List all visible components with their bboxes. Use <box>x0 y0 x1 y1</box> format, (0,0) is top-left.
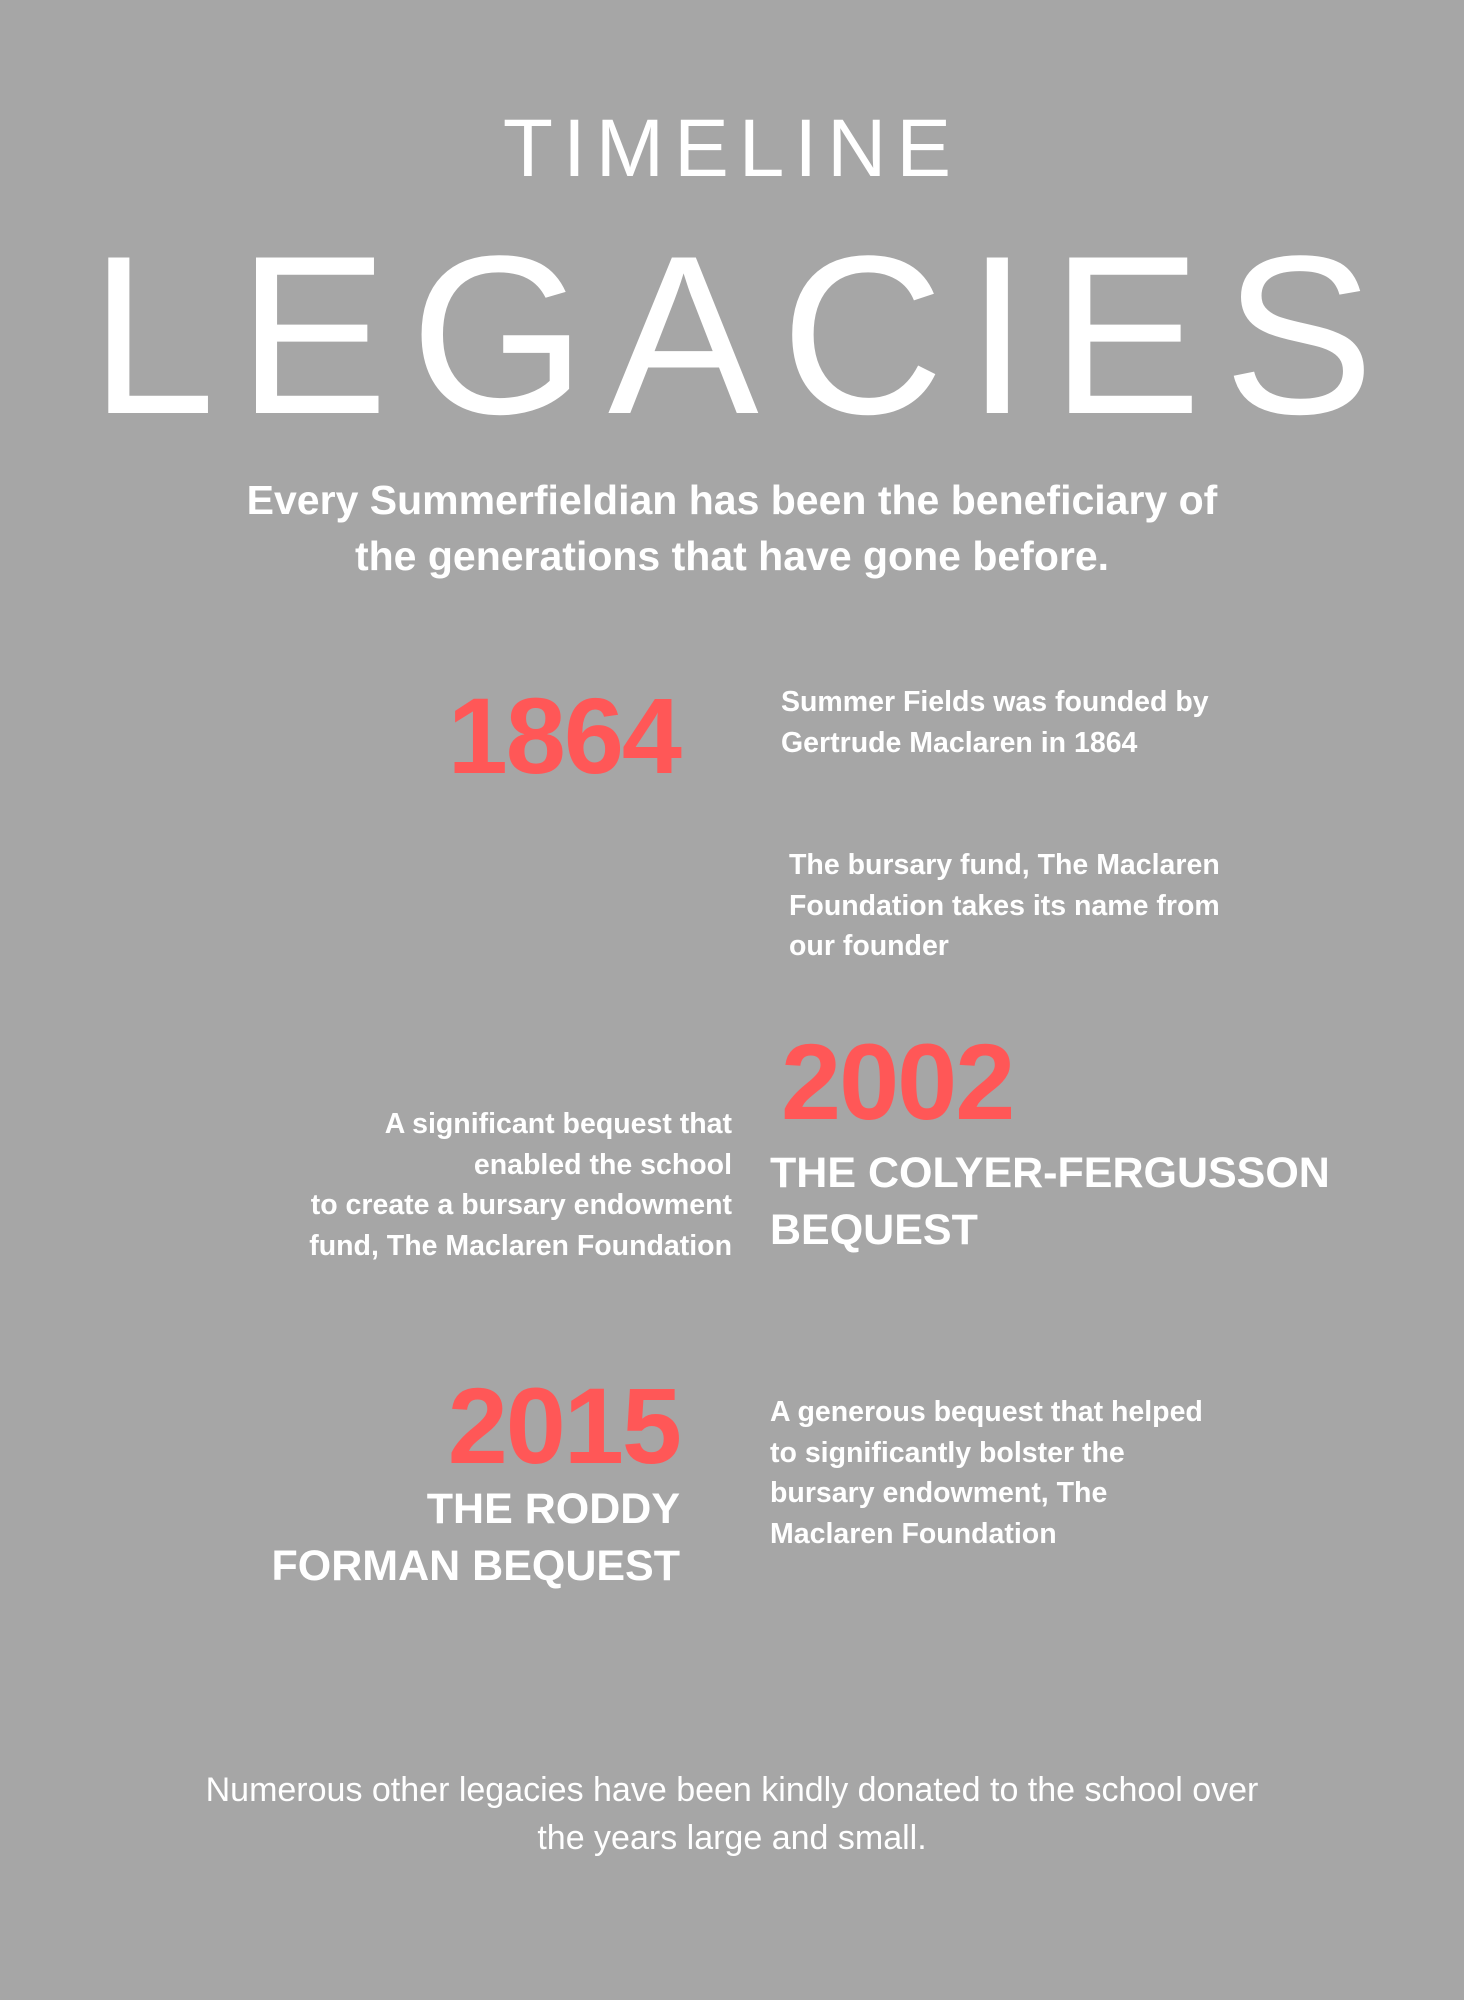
heading-line: BEQUEST <box>770 1206 978 1254</box>
foundation-name-text: The bursary fund, The Maclaren Foundation takes its name from our founder <box>789 849 1220 962</box>
founding-text: Summer Fields was founded by Gertrude Maclaren in 1864 <box>781 686 1209 759</box>
closing-text <box>110 1766 1354 1862</box>
intro-line-1: Every Summerfieldian has been the beneficiary of <box>246 477 1218 523</box>
closing-line-1: Numerous other legacies have been kindly donated to the school over <box>205 1771 1259 1809</box>
description-line: enabled the school <box>473 1148 732 1181</box>
year-1864: 1864 <box>447 675 680 796</box>
timeline-kicker: TIMELINE <box>502 103 962 194</box>
year-2015: 2015 <box>447 1365 680 1486</box>
description-line: to create a bursary endowment <box>310 1189 732 1221</box>
description-line: A significant bequest that <box>384 1108 732 1140</box>
heading-line: THE RODDY <box>426 1485 680 1533</box>
colyer-fergusson-description <box>182 1104 732 1266</box>
heading-line: FORMAN BEQUEST <box>271 1542 680 1590</box>
roddy-forman-heading <box>200 1481 680 1595</box>
heading-line: THE COLYER-FERGUSSON <box>770 1149 1330 1197</box>
description-line: fund, The Maclaren Foundation <box>309 1229 732 1262</box>
closing-line-2: the years large and small. <box>537 1819 927 1857</box>
colyer-fergusson-heading <box>770 1145 1430 1259</box>
year-2002: 2002 <box>781 1021 1014 1142</box>
intro-line-2: the generations that have gone before. <box>354 533 1110 579</box>
intro-text <box>182 472 1282 584</box>
page-title: LEGACIES <box>89 208 1397 461</box>
roddy-forman-description: A generous bequest that helped to significantly bolster the bursary endowment, The Maclaren Foundation <box>770 1396 1203 1550</box>
